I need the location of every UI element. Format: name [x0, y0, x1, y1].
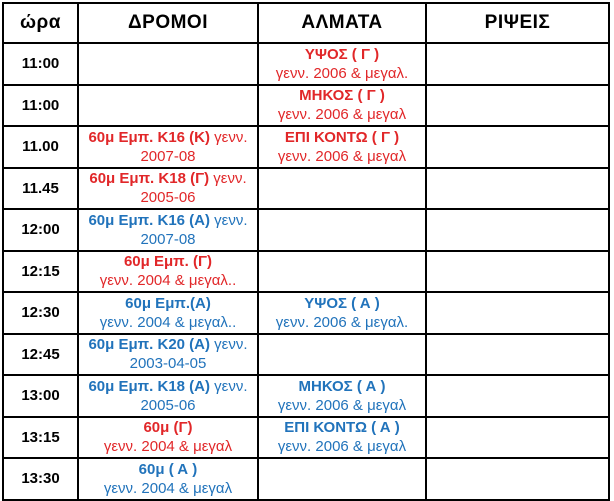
event-line2: γενν. 2004 & μεγαλ: [103, 438, 233, 456]
ripseis-cell: [426, 209, 609, 251]
ripseis-cell: [426, 417, 609, 459]
table-row: [3, 458, 609, 500]
event-line2: γενν. 2006 & μεγαλ: [277, 106, 407, 124]
event-line1: ΥΨΟΣ ( Γ ): [304, 45, 380, 63]
ripseis-cell: [426, 334, 609, 376]
event-line2: 2007-08: [140, 230, 196, 248]
ripseis-cell: [426, 251, 609, 293]
col-header-ripseis: ΡΙΨΕΙΣ: [426, 3, 609, 43]
event-line1: ΕΠΙ ΚΟΝΤΩ ( Α ): [284, 419, 400, 437]
dromoi-cell: [78, 126, 258, 168]
event-line2: 2005-06: [140, 189, 196, 207]
event-line1: 60μ (Γ): [143, 419, 193, 437]
schedule-rows: [3, 43, 609, 500]
time-cell: 11.00: [3, 126, 78, 168]
time-cell: 12:00: [3, 209, 78, 251]
almata-cell: [258, 251, 426, 293]
col-header-dromoi: ΔΡΟΜΟΙ: [78, 3, 258, 43]
time-cell: 13:00: [3, 375, 78, 417]
time-cell: 13:30: [3, 458, 78, 500]
dromoi-cell: [78, 168, 258, 210]
dromoi-cell: [78, 251, 258, 293]
event-line1: 60μ Εμπ. Κ18 (Α) γενν.: [88, 377, 248, 395]
dromoi-cell: [78, 334, 258, 376]
time-cell: 11:00: [3, 85, 78, 127]
event-line2: γενν. 2006 & μεγαλ: [277, 396, 407, 414]
almata-cell: [258, 43, 426, 85]
almata-cell: [258, 417, 426, 459]
event-line1: 60μ Εμπ. Κ18 (Γ) γενν.: [89, 170, 247, 188]
table-row: [3, 85, 609, 127]
almata-cell: [258, 375, 426, 417]
dromoi-cell: [78, 375, 258, 417]
time-cell: 11:00: [3, 43, 78, 85]
event-line2: 2007-08: [140, 147, 196, 165]
almata-cell: [258, 458, 426, 500]
table-row: [3, 168, 609, 210]
table-row: [3, 209, 609, 251]
event-line2: 2005-06: [140, 396, 196, 414]
dromoi-cell: [78, 417, 258, 459]
header-row: [3, 3, 609, 43]
event-line1: 60μ ( Α ): [138, 460, 198, 478]
ripseis-cell: [426, 292, 609, 334]
dromoi-cell: [78, 458, 258, 500]
event-line2: γενν. 2004 & μεγαλ..: [99, 272, 237, 290]
dromoi-cell: [78, 292, 258, 334]
event-line2: γενν. 2006 & μεγαλ: [277, 438, 407, 456]
event-line2: γενν. 2004 & μεγαλ..: [99, 313, 237, 331]
almata-cell: [258, 209, 426, 251]
schedule-table: [2, 2, 610, 501]
col-header-almata: ΑΛΜΑΤΑ: [258, 3, 426, 43]
time-cell: 11.45: [3, 168, 78, 210]
almata-cell: [258, 168, 426, 210]
ripseis-cell: [426, 43, 609, 85]
table-row: [3, 126, 609, 168]
col-header-time: ώρα: [3, 3, 78, 43]
ripseis-cell: [426, 85, 609, 127]
event-line2: γενν. 2006 & μεγαλ.: [275, 64, 409, 82]
event-line1: ΕΠΙ ΚΟΝΤΩ ( Γ ): [284, 128, 400, 146]
event-line2: 2003-04-05: [129, 355, 207, 373]
almata-cell: [258, 292, 426, 334]
table-row: [3, 292, 609, 334]
event-line1: 60μ Εμπ. Κ16 (Κ) γενν.: [88, 128, 248, 146]
almata-cell: [258, 334, 426, 376]
table-row: [3, 251, 609, 293]
time-cell: 12:45: [3, 334, 78, 376]
event-line2: γενν. 2006 & μεγαλ.: [275, 313, 409, 331]
event-line1: ΜΗΚΟΣ ( Γ ): [299, 87, 385, 105]
table-row: [3, 375, 609, 417]
dromoi-cell: [78, 43, 258, 85]
event-line1: 60μ Εμπ. Κ16 (Α) γενν.: [88, 211, 248, 229]
event-line1: 60μ Εμπ.(Α): [125, 294, 211, 312]
dromoi-cell: [78, 85, 258, 127]
time-cell: 13:15: [3, 417, 78, 459]
table-row: [3, 334, 609, 376]
table-row: [3, 43, 609, 85]
event-line2: γενν. 2004 & μεγαλ: [103, 479, 233, 497]
event-line2: γενν. 2006 & μεγαλ: [277, 147, 407, 165]
event-line1: ΥΨΟΣ ( Α ): [304, 294, 380, 312]
ripseis-cell: [426, 375, 609, 417]
event-line1: ΜΗΚΟΣ ( Α ): [298, 377, 386, 395]
event-line1: 60μ Εμπ. Κ20 (Α) γενν.: [88, 336, 248, 354]
time-cell: 12:15: [3, 251, 78, 293]
almata-cell: [258, 85, 426, 127]
almata-cell: [258, 126, 426, 168]
table-row: [3, 417, 609, 459]
ripseis-cell: [426, 168, 609, 210]
ripseis-cell: [426, 126, 609, 168]
event-line1: 60μ Εμπ. (Γ): [123, 253, 213, 271]
time-cell: 12:30: [3, 292, 78, 334]
dromoi-cell: [78, 209, 258, 251]
ripseis-cell: [426, 458, 609, 500]
